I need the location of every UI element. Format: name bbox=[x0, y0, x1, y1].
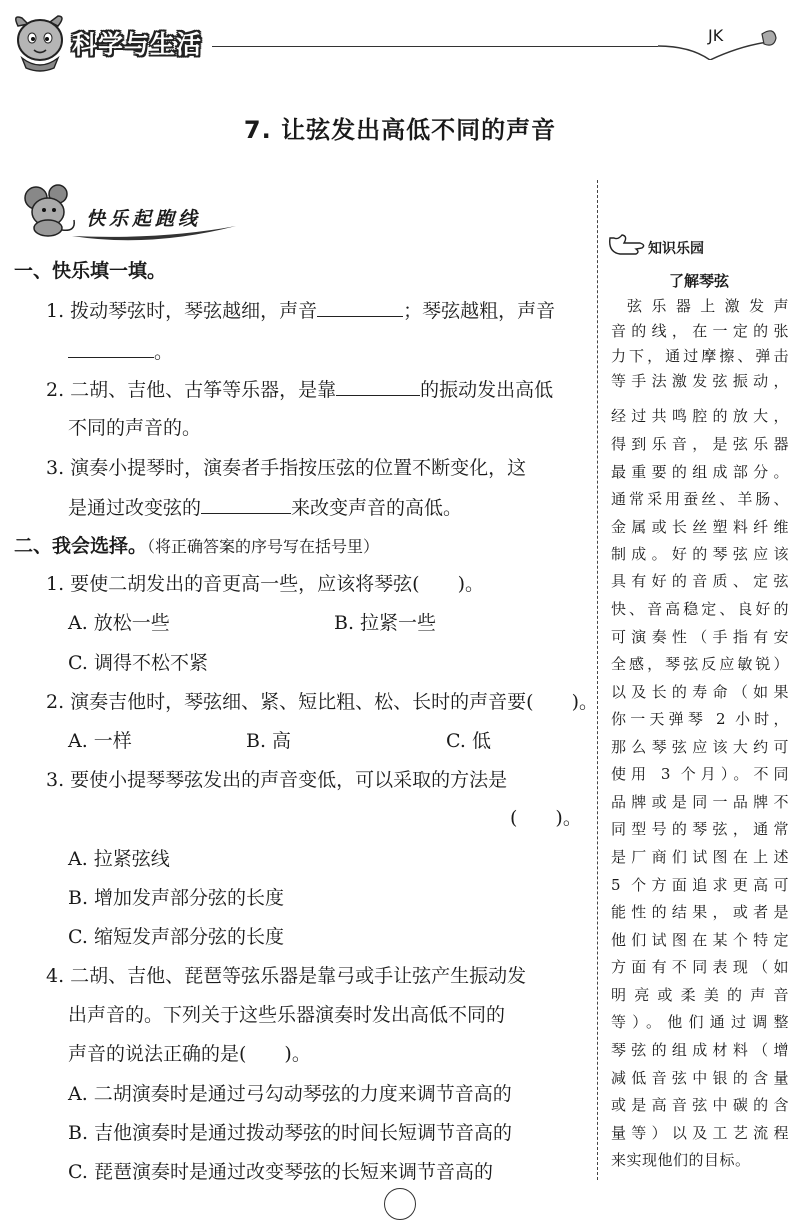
mc-q2-option-a[interactable]: A. 一样 bbox=[68, 730, 132, 752]
q2-line2: 不同的声音的。 bbox=[68, 417, 202, 439]
sidebar-line: 琴弦的组成材料（增 bbox=[611, 1041, 789, 1059]
lesson-title: 7. 让弦发出高低不同的声音 bbox=[243, 116, 557, 144]
mc-q3-stem: 3. 要使小提琴琴弦发出的声音变低，可以采取的方法是 bbox=[46, 769, 508, 791]
q1-line1: 1. 拨动琴弦时，琴弦越细，声音 ；琴弦越粗，声音 bbox=[46, 300, 556, 322]
sidebar-label: 知识乐园 bbox=[648, 241, 704, 257]
sidebar-line: 弦乐器上激发声 bbox=[627, 297, 789, 315]
q3-line2: 是通过改变弦的 来改变声音的高低。 bbox=[68, 497, 463, 519]
sidebar-line: 量等）以及工艺流程 bbox=[611, 1124, 789, 1142]
part2-heading-row bbox=[14, 534, 379, 559]
header-rule bbox=[212, 46, 658, 47]
mc-q1-option-a[interactable]: A. 放松一些 bbox=[68, 612, 170, 634]
sidebar-line: 是厂商们试图在上述 bbox=[611, 848, 789, 866]
sidebar-line: 使用 3 个月）。不同 bbox=[611, 765, 789, 783]
sidebar-line: 5 个方面追求更高可 bbox=[611, 876, 789, 894]
mascot-logo bbox=[8, 12, 72, 72]
sidebar-line: 具有好的音质、定弦 bbox=[611, 572, 789, 590]
sidebar-line: 快、音高稳定、良好的 bbox=[611, 600, 789, 618]
part2-heading: 二、我会选择。 bbox=[14, 535, 148, 557]
part1-heading: 一、快乐填一填。 bbox=[14, 260, 167, 282]
q2-blank[interactable] bbox=[336, 377, 420, 396]
sidebar-line: 他们试图在某个特定 bbox=[611, 931, 789, 949]
mc-q3-option-b[interactable]: B. 增加发声部分弦的长度 bbox=[68, 887, 285, 909]
mc-q1-option-c[interactable]: C. 调得不松不紧 bbox=[68, 652, 208, 674]
sidebar-line: 减低音弦中银的含量 bbox=[611, 1069, 789, 1087]
sidebar-line: 你一天弹琴 2 小时， bbox=[611, 710, 789, 728]
mc-q3-answer-paren[interactable]: ( )。 bbox=[510, 807, 582, 829]
mc-q2-option-b[interactable]: B. 高 bbox=[246, 730, 292, 752]
sidebar-line: 音的线，在一定的张 bbox=[611, 322, 789, 340]
mc-q4-option-b[interactable]: B. 吉他演奏时是通过拨动琴弦的时间长短调节音高的 bbox=[68, 1122, 513, 1144]
sidebar-line: 能性的结果，或者是 bbox=[611, 903, 789, 921]
sidebar-line: 等）。他们通过调整 bbox=[611, 1013, 789, 1031]
mc-q4-option-a[interactable]: A. 二胡演奏时是通过弓勾动琴弦的力度来调节音高的 bbox=[68, 1083, 512, 1105]
sidebar-line: 那么琴弦应该大约可 bbox=[611, 738, 789, 756]
q1-blank2[interactable] bbox=[68, 339, 154, 358]
q1-line2: 。 bbox=[68, 339, 173, 364]
sidebar-line: 等手法激发弦振动， bbox=[611, 372, 789, 390]
mc-q1-stem: 1. 要使二胡发出的音更高一些，应该将琴弦( )。 bbox=[46, 573, 484, 595]
column-divider bbox=[597, 180, 598, 1180]
mc-q2-stem: 2. 演奏吉他时，琴弦细、紧、短比粗、松、长时的声音要( )。 bbox=[46, 691, 598, 713]
mc-q3-option-c[interactable]: C. 缩短发声部分弦的长度 bbox=[68, 926, 284, 948]
sidebar-line: 明亮或柔美的声音 bbox=[611, 986, 789, 1004]
sidebar-line: 或是高音弦中碳的含 bbox=[611, 1096, 789, 1114]
sidebar-line: 来实现他们的目标。 bbox=[611, 1151, 751, 1169]
sidebar-line: 同型号的琴弦，通常 bbox=[611, 820, 789, 838]
sidebar-line: 最重要的组成部分。 bbox=[611, 463, 789, 481]
mc-q1-option-b[interactable]: B. 拉紧一些 bbox=[334, 612, 437, 634]
sidebar-line: 制成。好的琴弦应该 bbox=[611, 545, 789, 563]
q2-line1: 2. 二胡、吉他、古筝等乐器，是靠 的振动发出高低 bbox=[46, 379, 554, 401]
sidebar-line: 金属或长丝塑料纤维 bbox=[611, 518, 789, 536]
q3-line1: 3. 演奏小提琴时，演奏者手指按压弦的位置不断变化，这 bbox=[46, 457, 527, 479]
mc-q2-option-c[interactable]: C. 低 bbox=[446, 730, 491, 752]
mc-q4-option-c[interactable]: C. 琵琶演奏时是通过改变琴弦的长短来调节音高的 bbox=[68, 1161, 493, 1183]
part2-note: （将正确答案的序号写在括号里） bbox=[147, 537, 380, 556]
sidebar-line: 经过共鸣腔的放大， bbox=[611, 407, 789, 425]
mc-q4-line2: 出声音的。下列关于这些乐器演奏时发出高低不同的 bbox=[68, 1004, 506, 1026]
sidebar-line: 全感，琴弦反应敏锐） bbox=[611, 655, 789, 673]
sidebar-line: 品牌或是同一品牌不 bbox=[611, 793, 789, 811]
mc-q4-line1: 4. 二胡、吉他、琵琶等弦乐器是靠弓或手让弦产生振动发 bbox=[46, 965, 527, 987]
section-banner: 快乐起跑线 bbox=[86, 208, 202, 230]
pointing-hand-icon bbox=[606, 232, 646, 258]
sidebar-line: 力下，通过摩擦、弹击 bbox=[611, 347, 789, 365]
sidebar-line: 以及长的寿命（如果 bbox=[611, 683, 789, 701]
page-number-circle bbox=[384, 1188, 416, 1220]
banner-swoosh bbox=[70, 222, 240, 246]
sidebar-line: 方面有不同表现（如 bbox=[611, 958, 789, 976]
sidebar-line: 可演奏性（手指有安 bbox=[611, 628, 789, 646]
q1-blank1[interactable] bbox=[317, 298, 403, 317]
sidebar-title: 了解琴弦 bbox=[668, 272, 729, 290]
mc-q4-line3: 声音的说法正确的是( )。 bbox=[68, 1043, 311, 1065]
mc-q3-option-a[interactable]: A. 拉紧弦线 bbox=[68, 848, 170, 870]
sidebar-line: 通常采用蚕丝、羊肠、 bbox=[611, 490, 789, 508]
series-title: 科学与生活 bbox=[72, 30, 203, 59]
q3-blank[interactable] bbox=[201, 495, 291, 514]
sidebar-line: 得到乐音，是弦乐器 bbox=[611, 435, 789, 453]
edition-label: JK bbox=[708, 26, 724, 45]
